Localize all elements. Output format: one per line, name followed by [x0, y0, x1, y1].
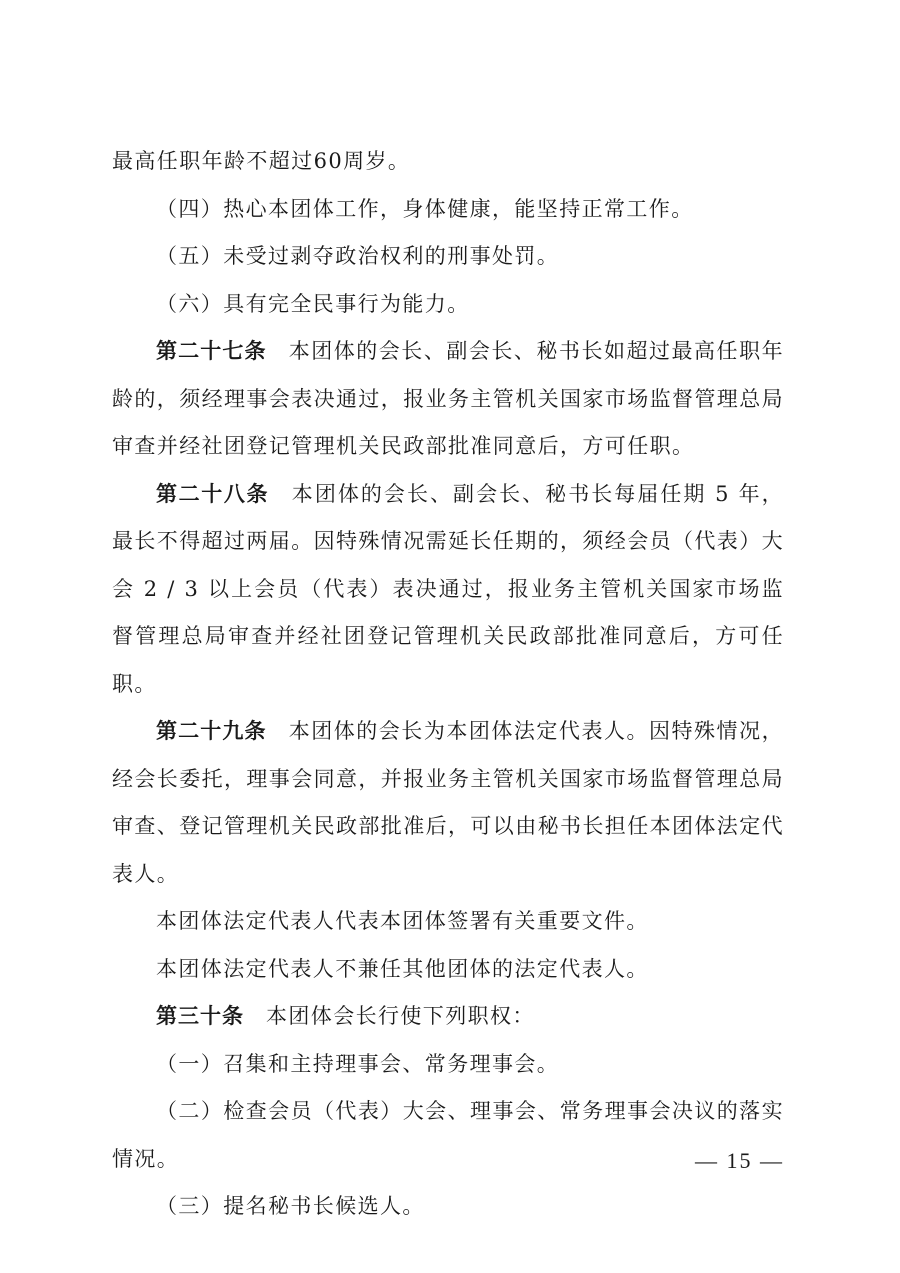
page-number: — 15 — — [695, 1148, 784, 1173]
article-heading: 第二十九条 — [156, 719, 267, 743]
paragraph: （六）具有完全民事行为能力。 — [156, 291, 470, 316]
paragraph: 最高任职年龄不超过60周岁。 — [112, 149, 411, 173]
article-text: 本团体的会长、副会长、秘书长每届任期 5 年，最长不得超过两届。因特殊情况需延长任期的，须经会员（代表）大会 2 / 3 以上会员（代表）表决通过，报业务主管机关国家市场监督管理总局审查并经社团登记管理机关民政部批准同意后，方可任职。 — [112, 481, 784, 696]
article-heading: 第二十七条 — [156, 339, 267, 363]
article-text: 本团体的会长为本团体法定代表人。因特殊情况，经会长委托，理事会同意，并报业务主管机关国家市场监督管理总局审查、登记管理机关民政部批准后，可以由秘书长担任本团体法定代表人。 — [112, 719, 784, 886]
article-text: 本团体会长行使下列职权： — [266, 1004, 535, 1028]
paragraph: 本团体法定代表人不兼任其他团体的法定代表人。 — [156, 956, 649, 981]
paragraph: （一）召集和主持理事会、常务理事会。 — [156, 1051, 560, 1076]
article-heading: 第二十八条 — [156, 481, 270, 506]
article-heading: 第三十条 — [156, 1004, 244, 1028]
paragraph: 本团体法定代表人代表本团体签署有关重要文件。 — [156, 909, 649, 933]
article-29 — [112, 708, 784, 898]
paragraph: （四）热心本团体工作，身体健康，能坚持正常工作。 — [156, 196, 694, 221]
paragraph: （二）检查会员（代表）大会、理事会、常务理事会决议的落实情况。 — [112, 1099, 784, 1171]
article-text: 本团体的会长、副会长、秘书长如超过最高任职年龄的，须经理事会表决通过，报业务主管机关国家市场监督管理总局审查并经社团登记管理机关民政部批准同意后，方可任职。 — [112, 339, 784, 458]
article-28 — [112, 471, 784, 709]
document-body — [112, 138, 784, 1231]
paragraph: （五）未受过剥夺政治权利的刑事处罚。 — [156, 244, 560, 268]
paragraph: （三）提名秘书长候选人。 — [156, 1194, 425, 1218]
article-30 — [112, 993, 784, 1041]
article-27 — [112, 328, 784, 471]
